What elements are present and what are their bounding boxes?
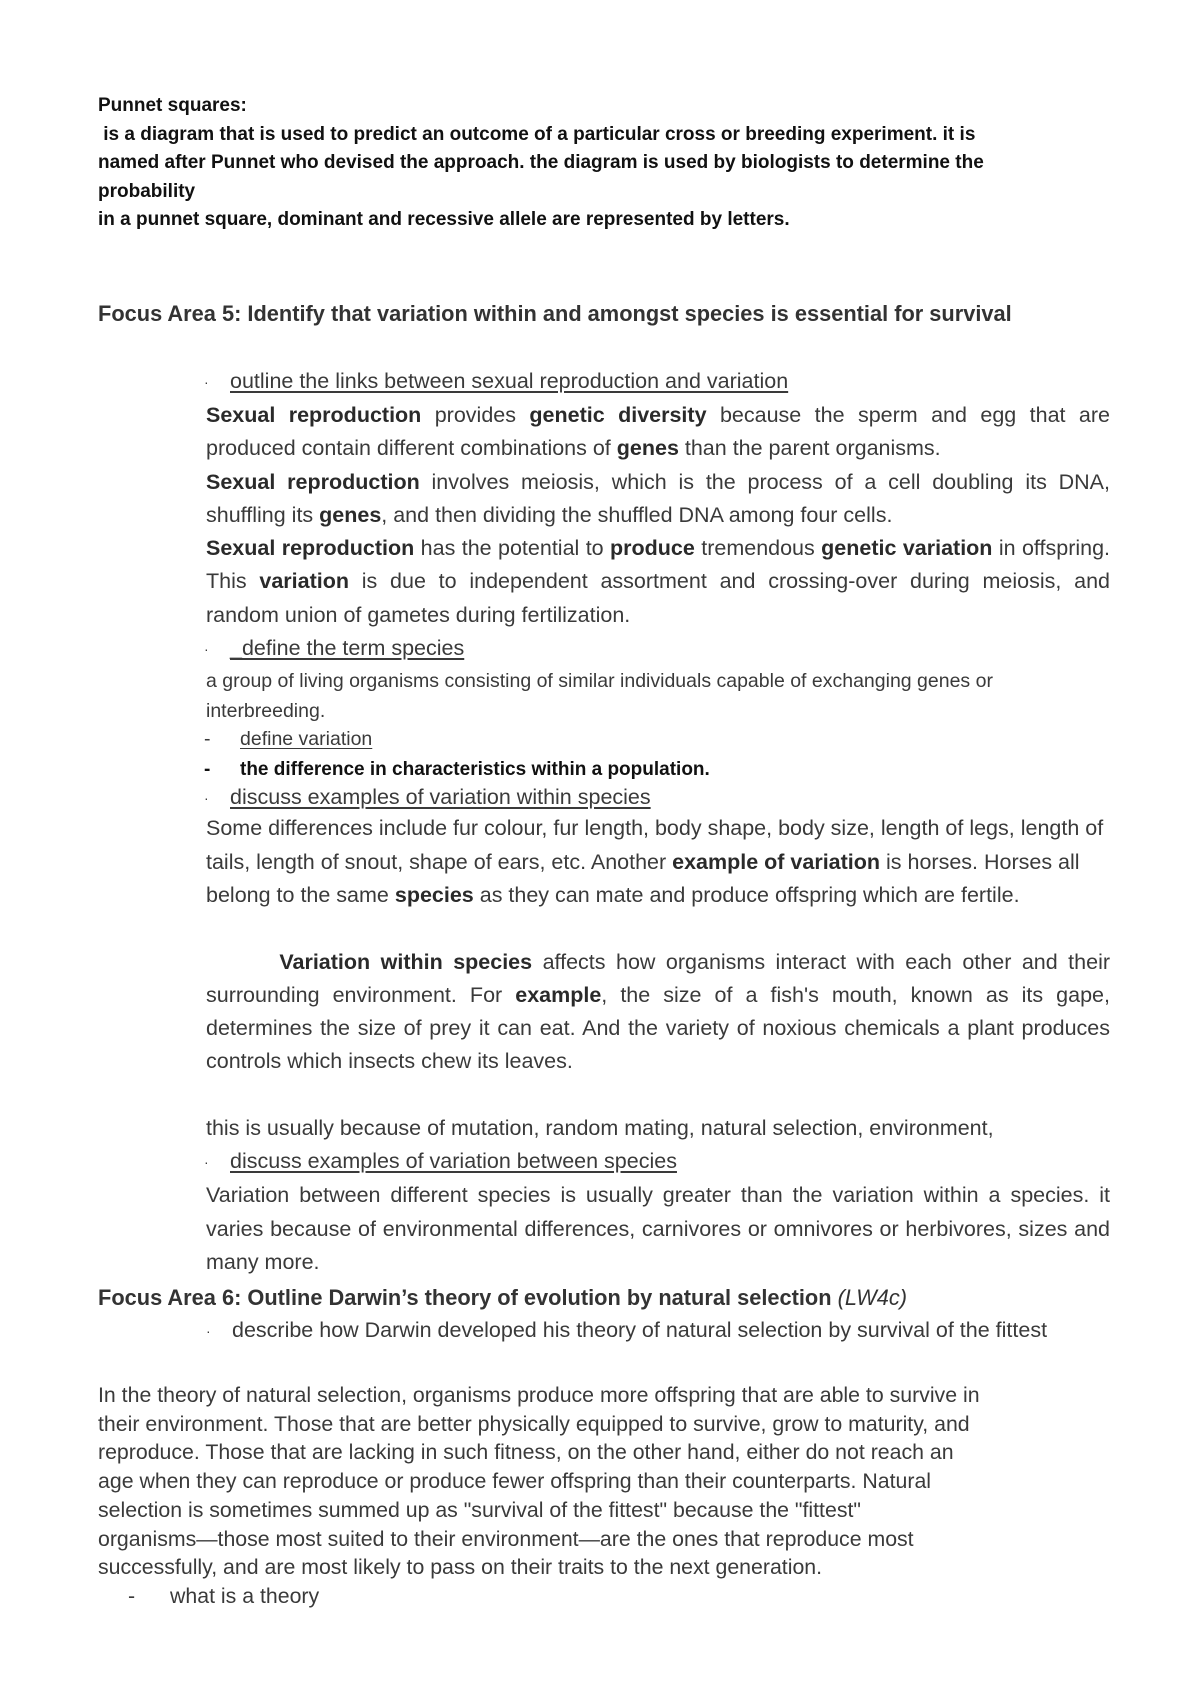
text: , the size of a fish's mouth, known as its gape, determines the size of prey it can eat. And the variety of noxious chemicals a plant produces controls which insects chew its leaves. xyxy=(206,982,1116,1074)
text: is horses. Horses all belong to the same xyxy=(206,849,1080,907)
paragraph-line: organisms—those most suited to their environment—are the ones that reproduce most xyxy=(98,1526,914,1551)
natural-selection-paragraph xyxy=(98,1381,1158,1582)
punnet-line: named after Punnet who devised the approach. the diagram is used by biologists to determine the xyxy=(98,152,984,173)
paragraph-line: successfully, and are most likely to pass on their traits to the next generation. xyxy=(98,1555,823,1580)
list-item xyxy=(128,1582,728,1611)
item-define-species: _define the term species xyxy=(230,636,465,661)
paragraph xyxy=(206,912,1116,1112)
item-variation-between-species: discuss examples of variation between species xyxy=(230,1149,677,1174)
variation-definition: the difference in characteristics within a population. xyxy=(240,759,710,781)
paragraph xyxy=(206,812,1110,912)
dash-icon: - xyxy=(204,728,211,751)
punnet-line: probability xyxy=(98,180,196,202)
list-item xyxy=(204,632,1110,666)
text: provides xyxy=(421,402,530,427)
bullet-icon: · xyxy=(204,373,209,390)
bold-term: Sexual reproduction xyxy=(206,402,422,427)
list-item xyxy=(206,1314,1110,1348)
item-what-is-theory: what is a theory xyxy=(170,1584,320,1608)
paragraph: Variation between different species is usually greater than the variation within a species. it varies because of environmental differences, carnivores or omnivores or herbivores, sizes and many more. xyxy=(206,1183,1110,1274)
bold-term: variation xyxy=(259,569,349,594)
list-item xyxy=(204,1145,1110,1179)
bullet-icon: · xyxy=(204,790,209,807)
bold-term: genetic diversity xyxy=(529,402,707,427)
focus-area-6-heading xyxy=(98,1281,1118,1314)
text: Some differences include fur colour, fur length, body shape, body size, length of legs, length of tails, length of snout, shape of ears, etc. Another xyxy=(206,816,1104,874)
text: as they can mate and produce offspring which are fertile. xyxy=(473,882,1020,907)
focus-area-5-heading: Focus Area 5: Identify that variation within and amongst species is essential for survival xyxy=(98,301,1012,326)
text: affects how organisms interact with each other and their surrounding environment. For xyxy=(206,949,1116,1007)
paragraph-line: their environment. Those that are better physically equipped to survive, grow to maturity, and xyxy=(98,1411,970,1436)
paragraph: this is usually because of mutation, random mating, natural selection, environment, xyxy=(206,1116,994,1141)
punnet-line: in a punnet square, dominant and recessive allele are represented by letters. xyxy=(98,209,790,230)
text: involves meiosis, which is the process of a cell doubling its DNA, shuffling its xyxy=(206,469,1110,527)
bold-term: genes xyxy=(319,502,382,527)
paragraph-line: In the theory of natural selection, organisms produce more offspring that are able to survive in xyxy=(98,1383,980,1407)
bullet-icon: · xyxy=(206,1322,211,1339)
bold-term: genetic variation xyxy=(821,536,993,561)
species-definition: a group of living organisms consisting of similar individuals capable of exchanging genes or interbreeding. xyxy=(206,670,993,723)
punnet-section xyxy=(98,92,1118,235)
text: in offspring. This xyxy=(206,536,1111,594)
bold-term: species xyxy=(394,882,474,907)
text: than the parent organisms. xyxy=(678,436,941,461)
paragraph-line: age when they can reproduce or produce fewer offspring than their counterparts. Natural xyxy=(98,1469,932,1494)
text: tremendous xyxy=(694,536,822,561)
punnet-line: is a diagram that is used to predict an outcome of a particular cross or breeding experiment. it is xyxy=(98,123,976,145)
bold-term: example of variation xyxy=(672,849,881,874)
bold-term: example xyxy=(515,982,602,1007)
paragraph-line: reproduce. Those that are lacking in such fitness, on the other hand, either do not reach an xyxy=(98,1440,954,1465)
bold-term: genes xyxy=(616,436,679,461)
heading-code: (LW4c) xyxy=(837,1285,908,1310)
item-describe-darwin: describe how Darwin developed his theory of natural selection by survival of the fittest xyxy=(232,1318,1048,1342)
bold-term: produce xyxy=(610,536,695,561)
paragraph xyxy=(206,466,1110,533)
paragraph-line: selection is sometimes summed up as "survival of the fittest" because the "fittest" xyxy=(98,1497,861,1522)
heading-text: Focus Area 6: Outline Darwin’s theory of evolution by natural selection xyxy=(98,1285,838,1310)
bold-term: Sexual reproduction xyxy=(206,536,415,561)
text: has the potential to xyxy=(414,536,611,561)
list-item xyxy=(204,365,1110,399)
text: because the sperm and egg that are produced contain different combinations of xyxy=(206,402,1110,461)
item-define-variation: define variation xyxy=(240,728,373,751)
list-item xyxy=(204,756,1110,783)
focus-area-5-body xyxy=(204,365,1116,1279)
paragraph xyxy=(206,399,1110,466)
text: is due to independent assortment and crossing-over during meiosis, and random union of gametes during fertilization. xyxy=(206,569,1110,627)
bullet-icon: · xyxy=(204,640,209,657)
dash-icon: - xyxy=(128,1584,136,1608)
text: , and then dividing the shuffled DNA among four cells. xyxy=(381,502,893,527)
bold-term: Variation within species xyxy=(268,949,533,974)
dash-icon: - xyxy=(204,759,211,781)
list-item xyxy=(204,724,1110,754)
list-item xyxy=(204,783,1110,812)
item-outline-links: outline the links between sexual reproduction and variation xyxy=(230,369,789,393)
item-variation-within-species: discuss examples of variation within species xyxy=(230,785,651,810)
punnet-title: Punnet squares: xyxy=(98,95,247,116)
bold-term: Sexual reproduction xyxy=(206,469,420,494)
bullet-icon: · xyxy=(204,1153,209,1170)
paragraph xyxy=(206,532,1110,632)
